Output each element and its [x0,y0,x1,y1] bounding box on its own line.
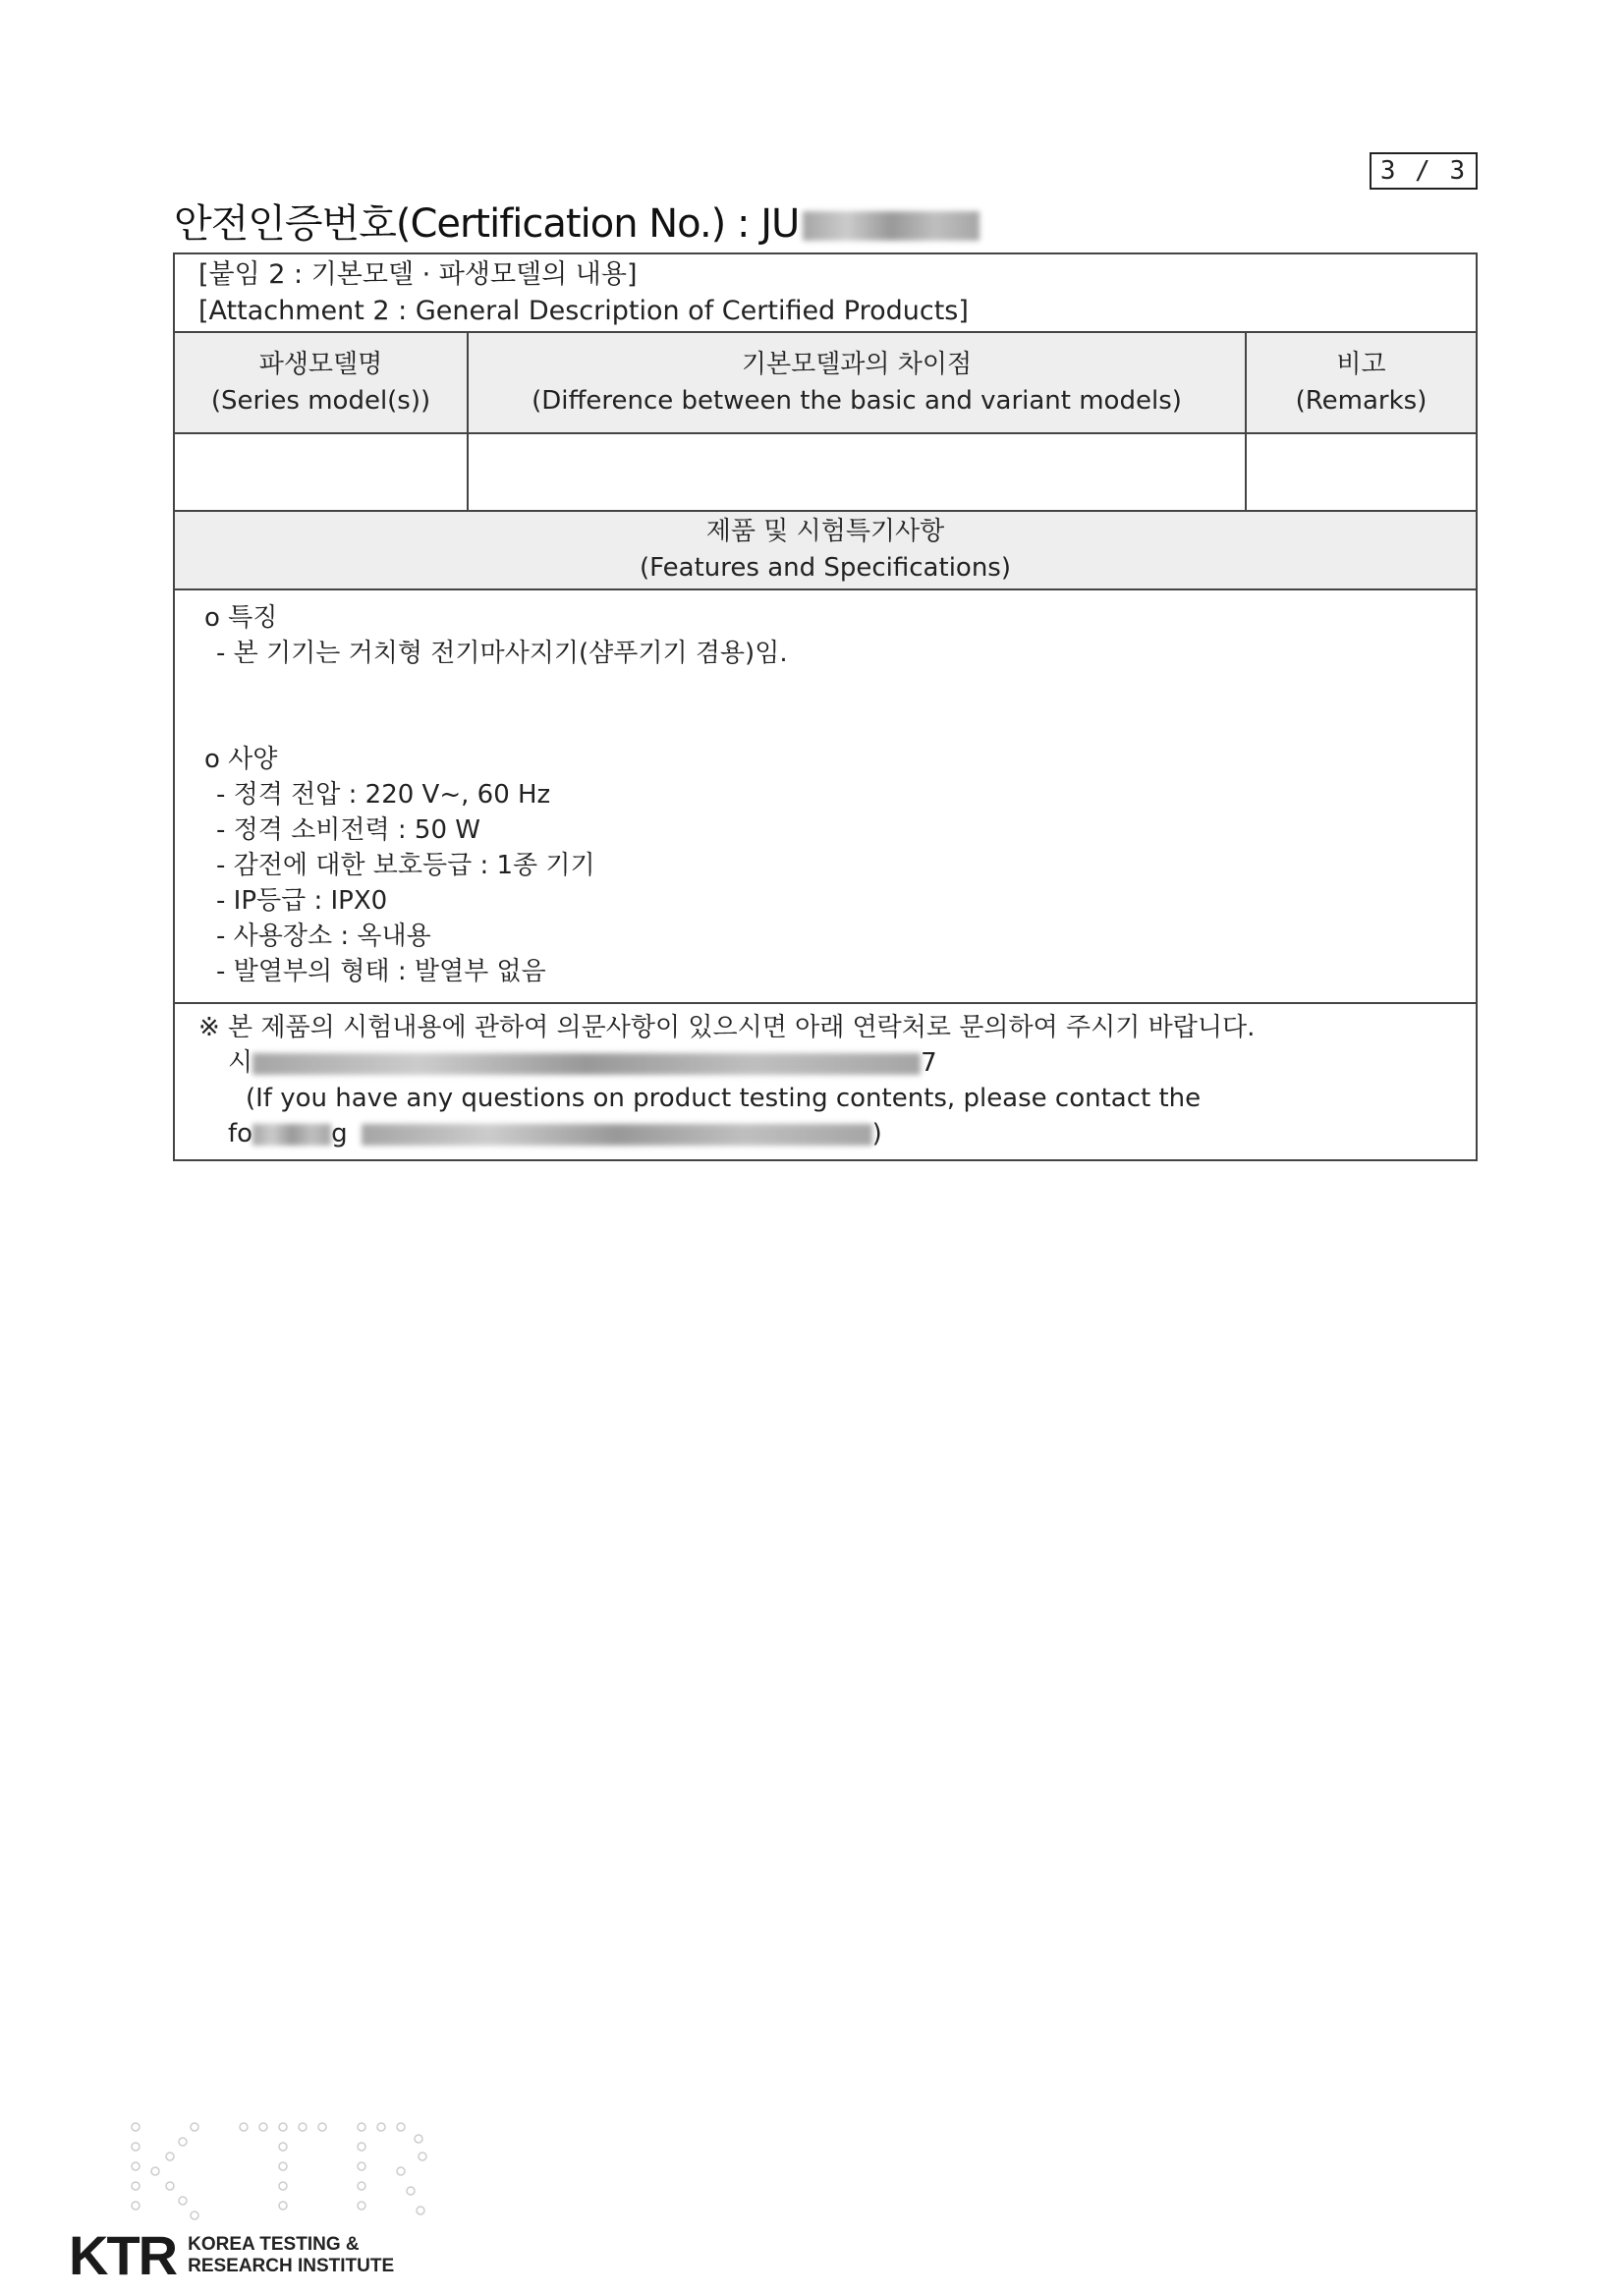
attachment-heading [175,254,1476,333]
contact-details-english-mid: g [331,1119,348,1148]
ktr-logo [69,2224,395,2286]
spec-item-voltage: - 정격 전압 : 220 V~, 60 Hz [216,780,551,810]
certification-title [174,193,980,249]
attachment-heading-english: [Attachment 2 : General Description of Certified Products] [198,296,969,326]
ktr-dot-pattern-logo [126,2117,460,2235]
header-difference-en: (Difference between the basic and variant models) [532,385,1182,416]
spec-item-ip-rating: - IP등급 : IPX0 [216,886,388,916]
header-difference [469,333,1247,432]
attachment-heading-korean: [붙임 2 : 기본모델 · 파생모델의 내용] [198,259,638,290]
features-heading-en: (Features and Specifications) [639,553,1011,583]
contact-notice-english: (If you have any questions on product testing contents, please contact the [246,1084,1202,1113]
redacted-contact-english-2 [362,1124,872,1146]
series-model-cell [175,434,469,510]
header-remarks-en: (Remarks) [1295,385,1428,416]
ktr-institute-name [188,2234,394,2277]
ktr-logo-mark: KTR [69,2224,177,2286]
feature-title: o 특징 [204,603,278,633]
certification-attachment-table [173,252,1478,1161]
certification-number: JU [760,201,800,247]
contact-notice-korean: ※ 본 제품의 시험내용에 관하여 의문사항이 있으시면 아래 연락처로 문의하여 주시기 바랍니다. [198,1013,1256,1042]
header-remarks-ko: 비고 [1336,349,1386,379]
remarks-cell [1247,434,1476,510]
contact-section [175,1004,1476,1159]
features-heading-ko: 제품 및 시험특기사항 [705,517,945,546]
spec-item-protection-class: - 감전에 대한 보호등급 : 1종 기기 [216,851,595,880]
table-header-row [175,333,1476,434]
header-remarks [1247,333,1476,432]
certification-label: 안전인증번호(Certification No.) : [174,201,761,247]
contact-details-english-start: fo [228,1119,253,1148]
table-row [175,434,1476,512]
redacted-contact-details [252,1053,921,1075]
contact-details-start: 시 [228,1048,253,1078]
features-body [175,590,1476,1004]
contact-details-english [198,1116,1476,1151]
spec-item-heating: - 발열부의 형태 : 발열부 없음 [216,957,546,986]
ktr-name-line2: RESEARCH INSTITUTE [188,2256,395,2276]
ktr-name-line1: KOREA TESTING & [188,2234,360,2255]
redacted-contact-english-1 [252,1124,331,1146]
header-series-model [175,333,469,432]
header-difference-ko: 기본모델과의 차이점 [741,349,973,379]
difference-cell [469,434,1247,510]
spec-item-power: - 정격 소비전력 : 50 W [216,815,480,845]
contact-details-end: 7 [921,1048,937,1078]
contact-details-korean [198,1045,1476,1081]
redacted-certification-number [803,211,980,241]
feature-item: - 본 기기는 거치형 전기마사지기(샴푸기기 겸용)임. [216,639,788,668]
spec-title: o 사양 [204,745,278,774]
page-number: 3 / 3 [1370,152,1478,190]
features-heading [175,512,1476,590]
header-series-model-en: (Series model(s)) [210,385,431,416]
contact-details-english-end: ) [871,1119,882,1148]
header-series-model-ko: 파생모델명 [258,349,383,379]
spec-item-location: - 사용장소 : 옥내용 [216,922,431,951]
